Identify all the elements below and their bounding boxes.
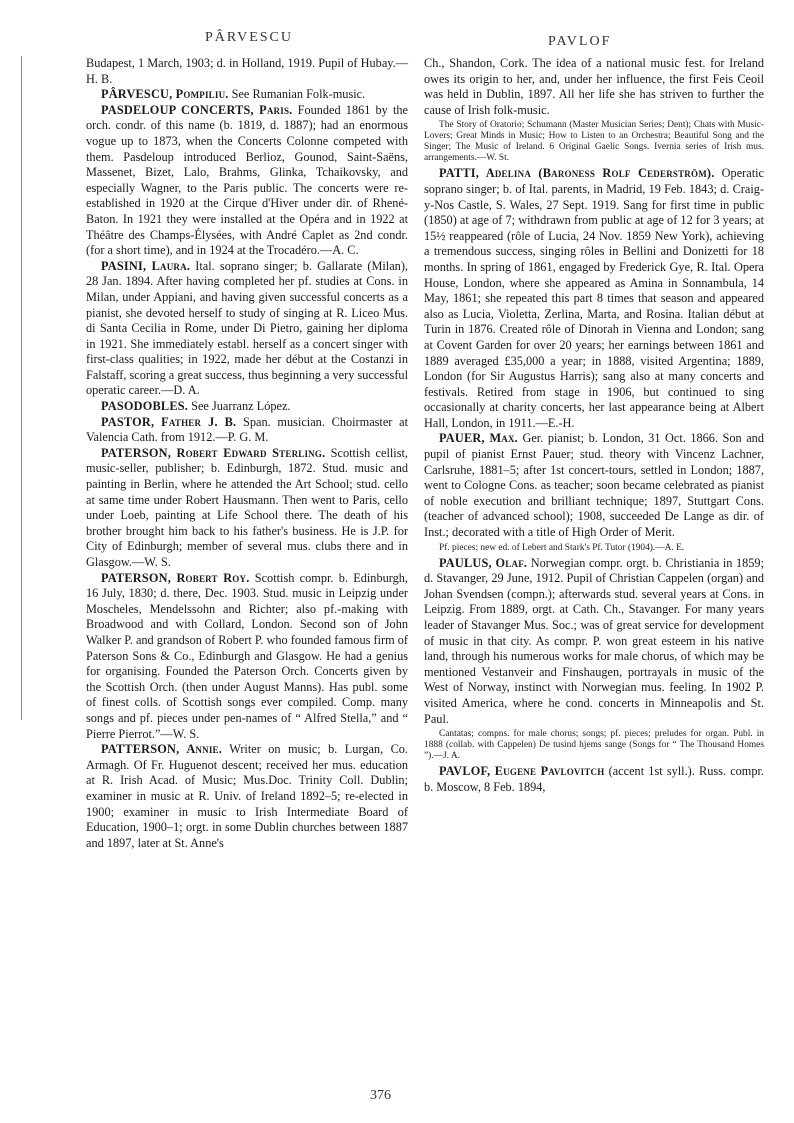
entry-text: See Rumanian Folk-music.: [228, 87, 366, 102]
entry-text: Cantatas; compns. for male chorus; songs; pf. pieces; preludes for organ. Publ. in 1888 (collab. with Cappelen) De tusind hjems sange (Songs for “ The Thousand Homes ”).—J. A.: [424, 729, 764, 762]
entry-headword: PATTERSON, Annie.: [101, 742, 223, 757]
running-head-right: PAVLOF: [548, 34, 612, 49]
entry-text: Budapest, 1 March, 1903; d. in Holland, 1919. Pupil of Hubay.—H. B.: [86, 56, 408, 86]
dictionary-entry: [86, 415, 408, 446]
entry-headword: PÂRVESCU, Pompiliu.: [101, 87, 229, 102]
entry-text: Founded 1861 by the orch. condr. of this name (b. 1819, d. 1887); had an enormous vogue up to 1873, when the Concerts Colonne competed with them. Pasdeloup introduced Berlioz, Gounod, Saint-Saëns, Massenet, Bizet, Lalo, Brahms, Glinka, Tchaikovsky, and especially Wagner, to the Paris public. The concerts were re-established in 1920 at the Cirque d'Hiver under dir. of Rhené-Baton. In 1921 they were installed at the Opéra and in 1922 at Théâtre des Champs-Élysées, with André Caplet as 2nd condr. (for a short time), and in 1924 at the Trocadéro.—A. C.: [86, 102, 409, 258]
right-column: [424, 56, 764, 795]
left-column: [86, 56, 408, 851]
entry-text: Span. musician. Choirmaster at Valencia Cath. from 1912.—P. G. M.: [86, 414, 408, 445]
dictionary-entry: [86, 742, 408, 851]
binding-rule: [21, 56, 22, 720]
dictionary-entry: [86, 87, 408, 103]
entry-headword: PAVLOF, Eugene Pavlovitch: [439, 764, 605, 779]
dictionary-entry: [424, 431, 764, 540]
entry-text: (accent 1st syll.). Russ. compr. b. Moscow, 8 Feb. 1894,: [424, 764, 765, 794]
works-list: [424, 729, 764, 762]
entry-text: See Juarranz López.: [188, 399, 291, 414]
dictionary-entry: [86, 259, 408, 399]
entry-headword: PASTOR, Father J. B.: [101, 414, 237, 429]
dictionary-entry: [424, 166, 764, 431]
entry-text: Writer on music; b. Lurgan, Co. Armagh. Of Fr. Huguenot descent; received her mus. education at R. Irish Acad. of Music; Mus.Doc. Trinity Coll. Dublin; examiner in music at R. Univ. of Ireland 1892–5; re-elected in 1900; examiner in music to Irish Intermediate Board of Education, 1900–1; orgt. in some Dublin churches between 1887 and 1897, later at St. Anne's: [86, 742, 408, 850]
entry-headword: PAUER, Max.: [439, 431, 518, 446]
entry-text: The Story of Oratorio; Schumann (Master Musician Series; Dent); Chats with Music-Lovers; Great Minds in Music; How to Listen to an Orchestra; Beautiful Song and the Singer; The Music of Ireland. 6 Original Gaelic Songs. Ivernia series of Irish mus. arrangements.—W. St.: [424, 120, 764, 164]
entry-continuation: [86, 56, 408, 87]
page-number: 376: [370, 1088, 391, 1103]
works-list: [424, 120, 764, 164]
entry-text: Scottish compr. b. Edinburgh, 16 July, 1830; d. there, Dec. 1903. Stud. music in Leipzig under Moscheles, Mendelssohn and Richter; also pf.-making with Broadwood and with Collard, London. Second son of John Walker P. and grandson of Robert P. who founded famous firm of Paterson Sons & Co., Edinburgh and Glasgow. He had a genius for organising. Founded the Paterson Orch. Concerts given by the Scottish Orch. (then under August Manns). Has publ. some of finest colls. of Scottish songs ever compiled. Comp. many songs and pf. pieces under pen-names of “ Alfred Stella,” and “ Pierre Pierrot.”—W. S.: [86, 570, 408, 741]
entry-headword: PAULUS, Olaf.: [439, 555, 528, 570]
dictionary-entry: [424, 764, 764, 795]
entry-text: Ital. soprano singer; b. Gallarate (Milan), 28 Jan. 1894. After having completed her pf. studies at Cons. in Milan, under Appiani, and having given successful concerts as a pianist, she devoted herself to study of singing at R. Liceo Mus. di Santa Cecilia in Rome, under Di Pietro, gaining her diploma in 1921. She immediately establ. herself as a concert singer with first-class qualities; in 1922, made her début at the Costanzi in Falstaff, scoring a great success, thus beginning a very successful operatic career.—D. A.: [86, 258, 408, 398]
entry-headword: PATTI, Adelina (Baroness Rolf Cederström).: [439, 166, 715, 181]
entry-text: Ger. pianist; b. London, 31 Oct. 1866. Son and pupil of pianist Ernst Pauer; stud. theory with Vincenz Lachner, Carlsruhe, 1881–5; after 1st concert-tours, settled in London; 1887, went to Cologne Cons. as teacher; soon became celebrated as pianist of noble execution and brilliant technique; 1897, Stuttgart Cons. (teacher of advanced school); 1908, succeeded De Lange as dir. of Inst.; decorated with a title of High Order of Merit.: [424, 431, 764, 540]
entry-headword: PASDELOUP CONCERTS, Paris.: [101, 102, 293, 117]
entry-text: Operatic soprano singer; b. of Ital. parents, in Madrid, 19 Feb. 1843; d. Craig-y-Nos Castle, S. Wales, 27 Sept. 1919. Sang for first time in public (1850) at age of 7; withdrawn from public at age of 12 for 3 years; at 15½ reappeared (rôle of Lucia, 24 Nov. 1859 New York), achieving a tremendous success, singing rôles in Bellini and Donizetti for 18 months. In spring of 1861, engaged by Frederick Gye, R. Ital. Opera House, London, where she appeared as Amina in Sonnambula, 14 May, 1861; she repeated this part 8 times that season and appeared also as Lucia, Violetta, Zerlina, Marta, and Rosina. Italian début at Turin in 1876. Created rôle of Dinorah in Vienna and London; sang at Covent Garden for over 20 years; her earnings between 1861 and 1889 averaged £35,000 a year; in 1888, visited Argentina; 1889, London (for Sir Augustus Harris); sang also at many concerts and festivals. Retired from stage in 1906, but continued to sing occasionally at charity concerts, her last appearance being at Albert Hall, London, in 1911.—E.-H.: [424, 166, 765, 430]
entry-text: Norwegian compr. orgt. b. Christiania in 1859; d. Stavanger, 29 June, 1912. Pupil of Christian Cappelen (organ) and Johan Svendsen (compn.); afterwards stud. several years at Cons. in Leipzig. From 1889, orgt. at Cath. Ch., Stavanger. For many years leader of Stavanger Mus. Soc.; was of great service for development of music in that city. As compr. P. won great esteem in his native land, through his numerous works for male chorus, of which may be mentioned Vestanveir and Finshaugen, portrayals in music of the West of Norway, instinct with Norwegian mus. feeling. In 1902 P. visited America, where he cond. concerts in Minneapolis and St. Paul.: [424, 555, 764, 726]
works-list: [424, 543, 764, 554]
entry-headword: PATERSON, Robert Edward Sterling.: [101, 445, 326, 460]
entry-text: Scottish cellist, music-seller, publisher; b. Edinburgh, 1872. Stud. music and painting in Berlin, where he attended the Art School; stud. cello at same time under Robert Hausmann. Then went to Paris, cello under Loeb, painting at Life School there. The death of his brother brought him back to his father's business. He is J.P. for City of Edinburgh; member of several mus. clubs there and in Glasgow.—W. S.: [86, 445, 408, 569]
dictionary-entry: [424, 556, 764, 728]
dictionary-entry: [86, 446, 408, 571]
entry-continuation: [424, 56, 764, 118]
dictionary-entry: [86, 399, 408, 415]
entry-text: Pf. pieces; new ed. of Lebert and Stark's Pf. Tutor (1904).—A. E.: [439, 542, 685, 553]
dictionary-entry: [86, 571, 408, 743]
running-head-left: PÂRVESCU: [205, 30, 294, 45]
entry-headword: PASODOBLES.: [101, 399, 189, 414]
entry-headword: PATERSON, Robert Roy.: [101, 570, 250, 585]
entry-text: Ch., Shandon, Cork. The idea of a national music fest. for Ireland owes its origin to her, and, under her influence, the first Feis Ceoil was held in Dublin, 1897. All her life she has striven to further the cause of Irish folk-music.: [424, 56, 764, 117]
dictionary-entry: [86, 103, 408, 259]
entry-headword: PASINI, Laura.: [101, 258, 191, 273]
